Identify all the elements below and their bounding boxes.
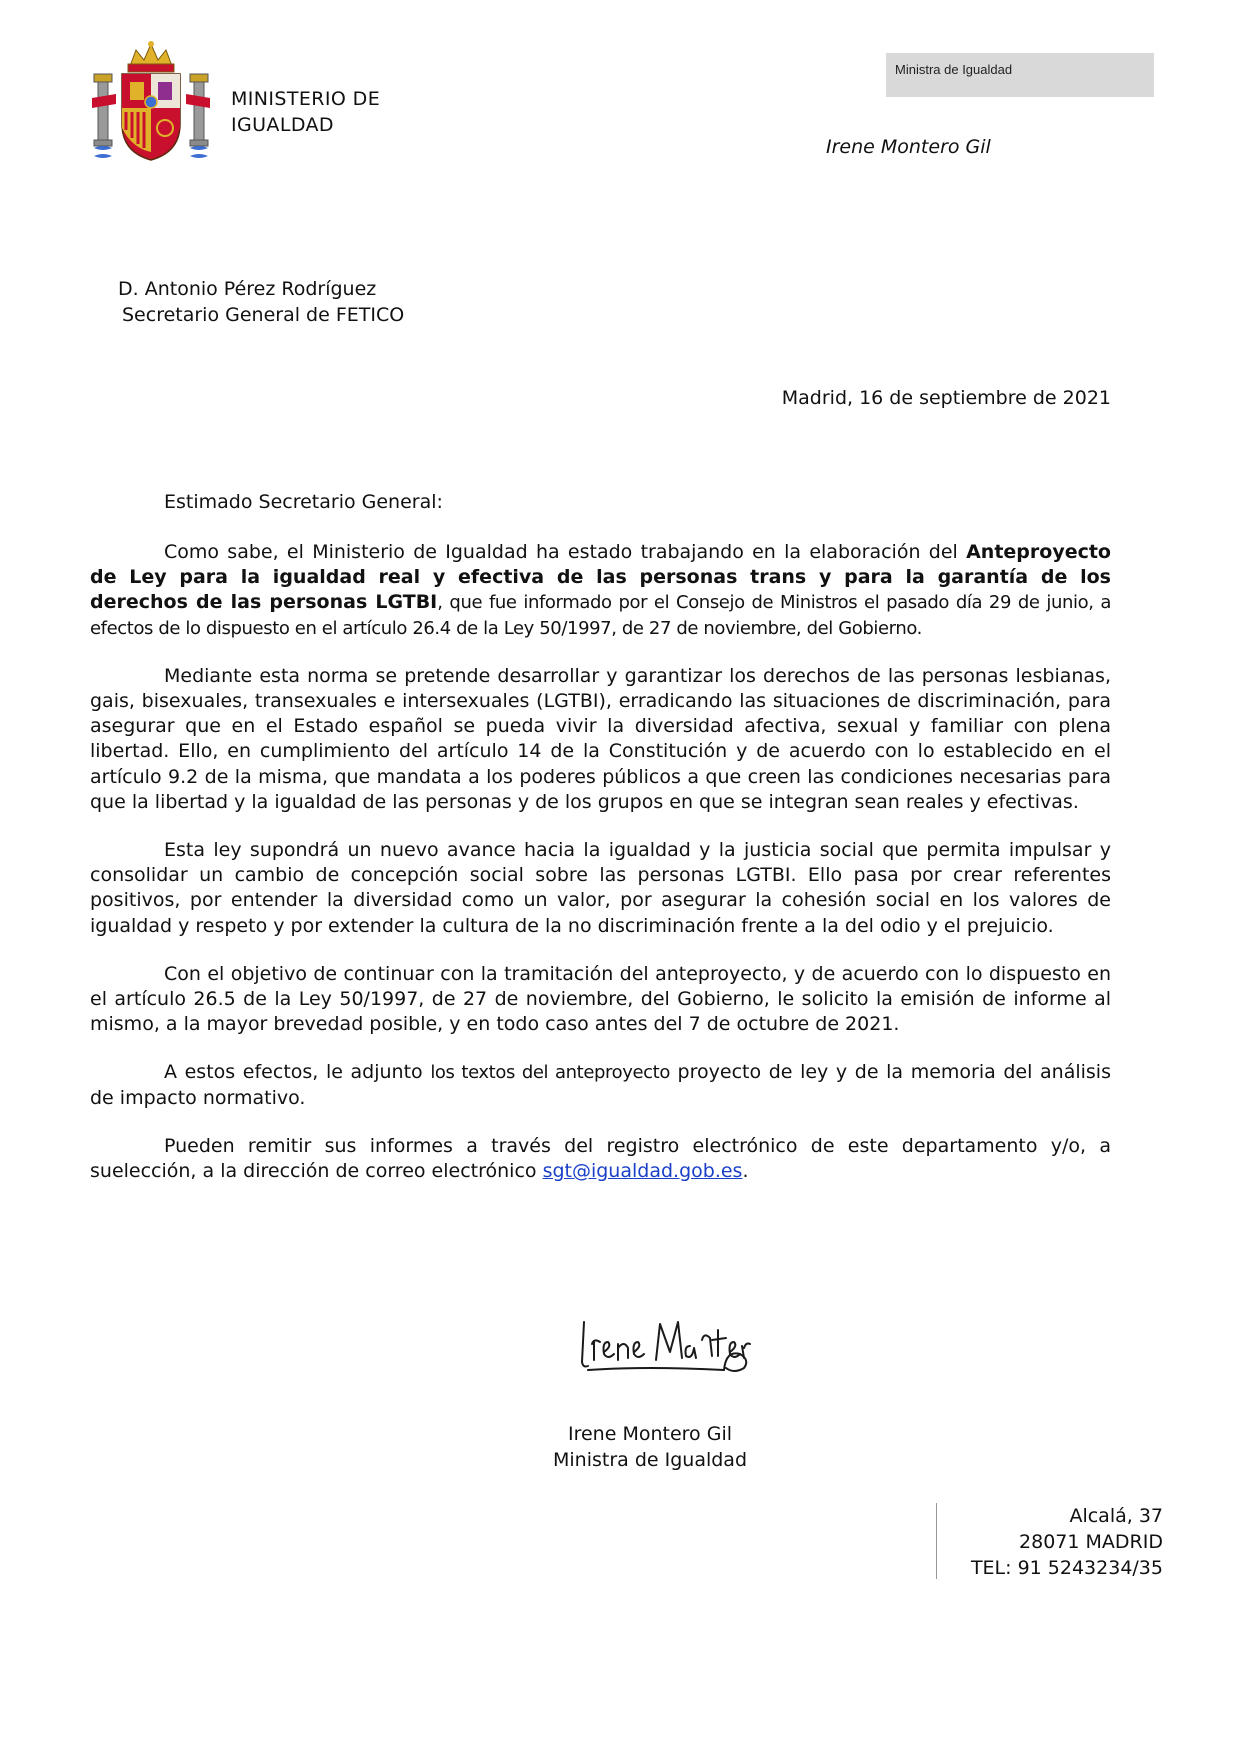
salutation: Estimado Secretario General: bbox=[164, 491, 443, 513]
paragraph-3: Esta ley supondrá un nuevo avance hacia la igualdad y la justicia social que permita impulsar y consolidar un cambio de concepción social sobre las personas LGTBI. Ello pasa por crear referentes positivos, por entender la diversidad como un valor, por asegurar la cohesión social en los valores de igualdad y respeto y por extender la cultura de la no discriminación frente a la del odio y el prejuicio. bbox=[90, 839, 1111, 937]
address-divider bbox=[936, 1503, 937, 1579]
recipient-title: Secretario General de FETICO bbox=[122, 304, 405, 326]
address-city: 28071 MADRID bbox=[1019, 1531, 1163, 1553]
paragraph-5 bbox=[90, 1060, 1111, 1110]
paragraph-6-intro: Pueden remitir sus informes a través del registro electrónico de este departamento y/o, a suelección, a la dirección de correo electrónico bbox=[90, 1134, 1111, 1183]
coat-of-arms-of-spain-icon bbox=[92, 40, 210, 164]
letter-body bbox=[90, 540, 1111, 1207]
address-block bbox=[971, 1503, 1163, 1581]
address-phone: TEL: 91 5243234/35 bbox=[970, 1557, 1163, 1579]
handwritten-signature bbox=[574, 1310, 754, 1380]
recipient-name: D. Antonio Pérez Rodríguez bbox=[118, 278, 377, 300]
paragraph-1-rest: , que fue informado por el Consejo de Ministros el pasado día 29 de junio, a efectos de lo dispuesto en el artículo 26.4 de la Ley 50/1997, de 27 de noviembre, del Gobierno. bbox=[90, 592, 1111, 639]
office-label-box bbox=[886, 53, 1154, 97]
paragraph-5-intro: A estos efectos, le adjunto bbox=[164, 1061, 431, 1084]
paragraph-1-intro: Como sabe, el Ministerio de Igualdad ha estado trabajando en la elaboración del bbox=[164, 541, 967, 563]
paragraph-4: Con el objetivo de continuar con la tramitación del anteproyecto, y de acuerdo con lo dispuesto en el artículo 26.5 de la Ley 50/1997, de 27 de noviembre, del Gobierno, le solicito la emisión de informe al mismo, a la mayor brevedad posible, y en todo caso antes del 7 de octubre de 2021. bbox=[90, 962, 1111, 1036]
signatory-role: Ministra de Igualdad bbox=[552, 1449, 748, 1471]
recipient-block bbox=[118, 276, 404, 328]
minister-name-header: Irene Montero Gil bbox=[826, 136, 991, 158]
paragraph-6-end: . bbox=[742, 1160, 749, 1183]
signatory-block bbox=[520, 1421, 780, 1473]
address-street: Alcalá, 37 bbox=[1069, 1505, 1163, 1527]
office-label: Ministra de Igualdad bbox=[895, 62, 1013, 77]
paragraph-1 bbox=[90, 540, 1111, 641]
paragraph-6 bbox=[90, 1134, 1111, 1184]
paragraph-5-rest: proyecto de ley y de la memoria del análisis de impacto normativo. bbox=[90, 1061, 1111, 1109]
signatory-name: Irene Montero Gil bbox=[568, 1423, 732, 1445]
paragraph-2: Mediante esta norma se pretende desarrollar y garantizar los derechos de las personas lesbianas, gais, bisexuales, transexuales e intersexuales (LGTBI), erradicando las situaciones de discriminación, para asegurar que en el Estado español se pueda vivir la diversidad afectiva, sexual y familiar con plena libertad. Ello, en cumplimiento del artículo 14 de la Constitución y de acuerdo con lo establecido en el artículo 9.2 de la misma, que mandata a los poderes públicos a que creen las condiciones necesarias para que la libertad y la igualdad de las personas y de los grupos en que se integran sean reales y efectivas. bbox=[90, 664, 1111, 813]
law-title: Anteproyecto de Ley para la igualdad real y efectiva de las personas trans y para la garantía de los derechos de las personas LGTBI bbox=[90, 541, 1111, 614]
letter-date: Madrid, 16 de septiembre de 2021 bbox=[781, 387, 1111, 409]
ministry-name: MINISTERIO DE IGUALDAD bbox=[231, 88, 381, 136]
paragraph-5-cond: los textos del anteproyecto bbox=[430, 1062, 670, 1084]
email-link[interactable]: sgt@igualdad.gob.es bbox=[542, 1160, 743, 1183]
